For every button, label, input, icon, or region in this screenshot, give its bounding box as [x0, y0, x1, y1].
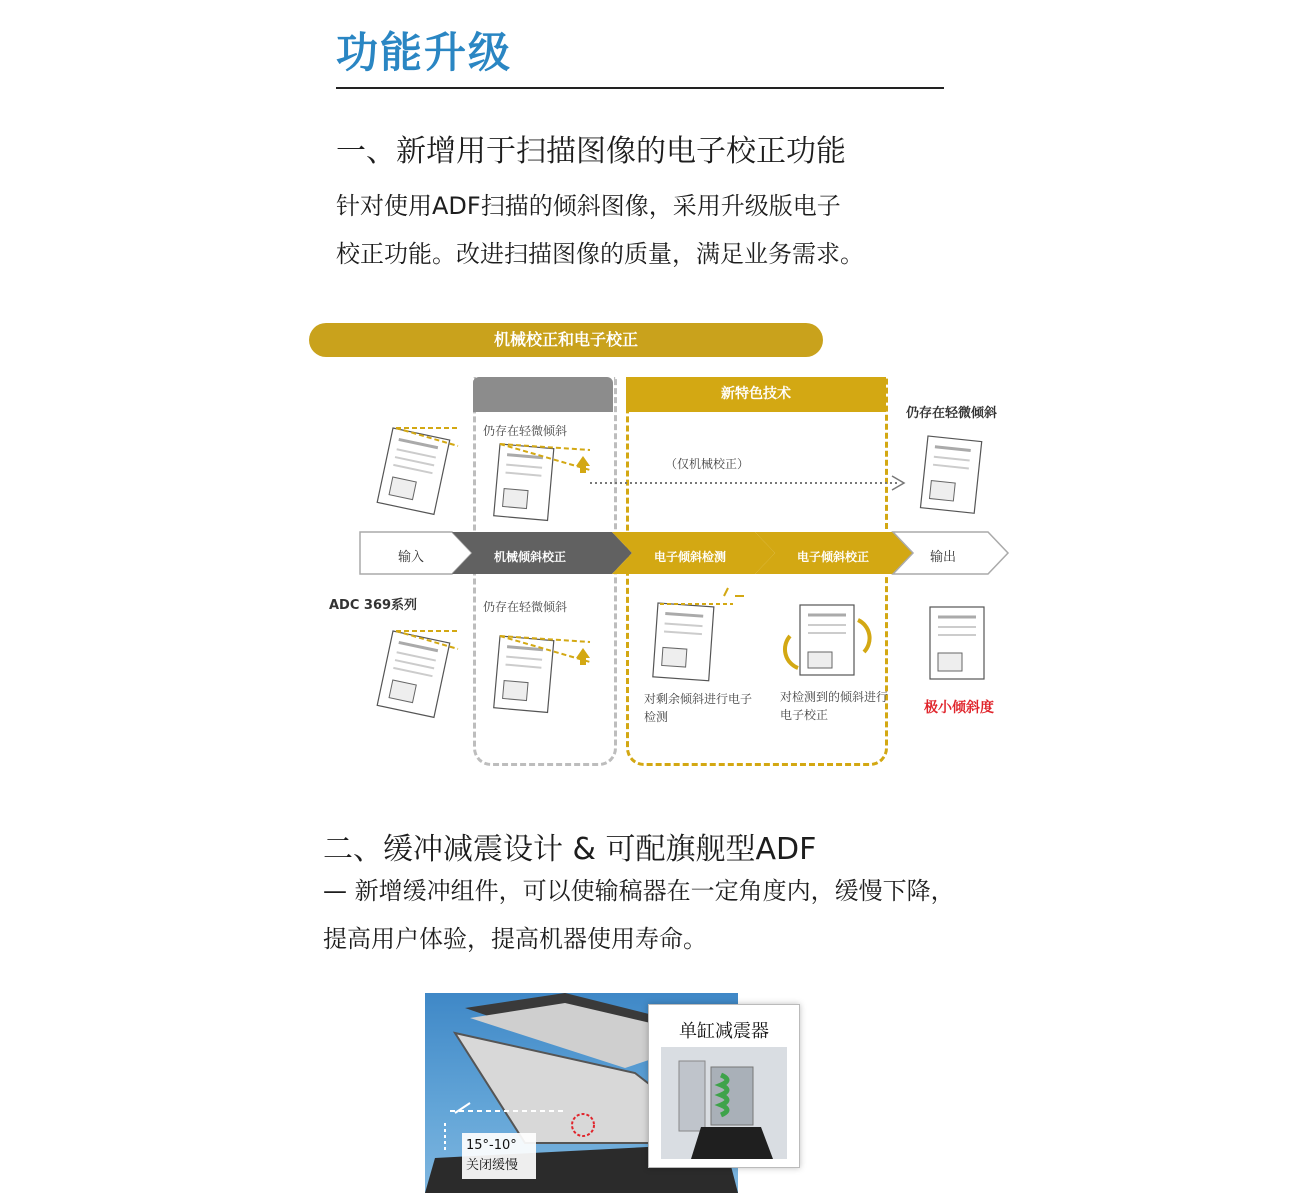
new-tech-header: 新特色技术 — [626, 377, 886, 412]
document-output-skew-icon — [920, 436, 981, 513]
angle-value: 15°-10° — [466, 1138, 517, 1153]
document-mechanical-bottom-icon — [494, 636, 554, 712]
flow-correct-label: 电子倾斜校正 — [797, 550, 870, 564]
angle-info-box — [462, 1133, 536, 1179]
rotate-arrow-icon — [785, 636, 798, 668]
shock-absorber-icon — [661, 1047, 787, 1159]
document-output-straight-icon — [930, 607, 984, 679]
document-correct-icon — [800, 605, 854, 675]
shock-absorber-inset — [648, 1004, 800, 1168]
flow-input-label: 输入 — [398, 550, 425, 565]
up-arrow-icon — [576, 456, 590, 466]
flow-mechanical-label: 机械倾斜校正 — [494, 550, 567, 564]
detect-caption: 对剩余倾斜进行电子检测 — [644, 692, 753, 724]
document-mechanical-top-icon — [494, 444, 554, 520]
section2-heading: 二、缓冲减震设计 & 可配旗舰型ADF — [323, 832, 817, 867]
still-skew-output-label: 仍存在轻微倾斜 — [906, 406, 998, 421]
flow-output-label: 输出 — [930, 550, 957, 565]
still-skew-gray-top-label: 仍存在轻微倾斜 — [483, 424, 568, 438]
up-arrow-icon — [576, 648, 590, 658]
flow-detect-label: 电子倾斜检测 — [654, 550, 727, 564]
section1-line2: 校正功能。改进扫描图像的质量，满足业务需求。 — [336, 240, 864, 268]
inset-title: 单缸减震器 — [679, 1021, 769, 1042]
section1-heading: 一、新增用于扫描图像的电子校正功能 — [336, 134, 846, 169]
section2-line1: — 新增缓冲组件，可以使输稿器在一定角度内，缓慢下降， — [323, 877, 955, 905]
diagram-pill-label: 机械校正和电子校正 — [309, 323, 823, 357]
document-detect-icon — [653, 603, 714, 681]
section1-line1: 针对使用ADF扫描的倾斜图像，采用升级版电子 — [336, 192, 841, 220]
min-skew-label: 极小倾斜度 — [924, 700, 994, 716]
correct-caption: 对检测到的倾斜进行电子校正 — [780, 690, 889, 722]
mechanical-only-label: （仅机械校正） — [665, 457, 750, 471]
model-label: ADC 369系列 — [329, 598, 418, 613]
section2-line2: 提高用户体验，提高机器使用寿命。 — [323, 925, 707, 953]
still-skew-gray-bottom-label: 仍存在轻微倾斜 — [483, 600, 568, 614]
rotate-arrow-icon — [858, 620, 870, 652]
page-title: 功能升级 — [336, 28, 513, 77]
angle-caption: 关闭缓慢 — [466, 1158, 519, 1173]
